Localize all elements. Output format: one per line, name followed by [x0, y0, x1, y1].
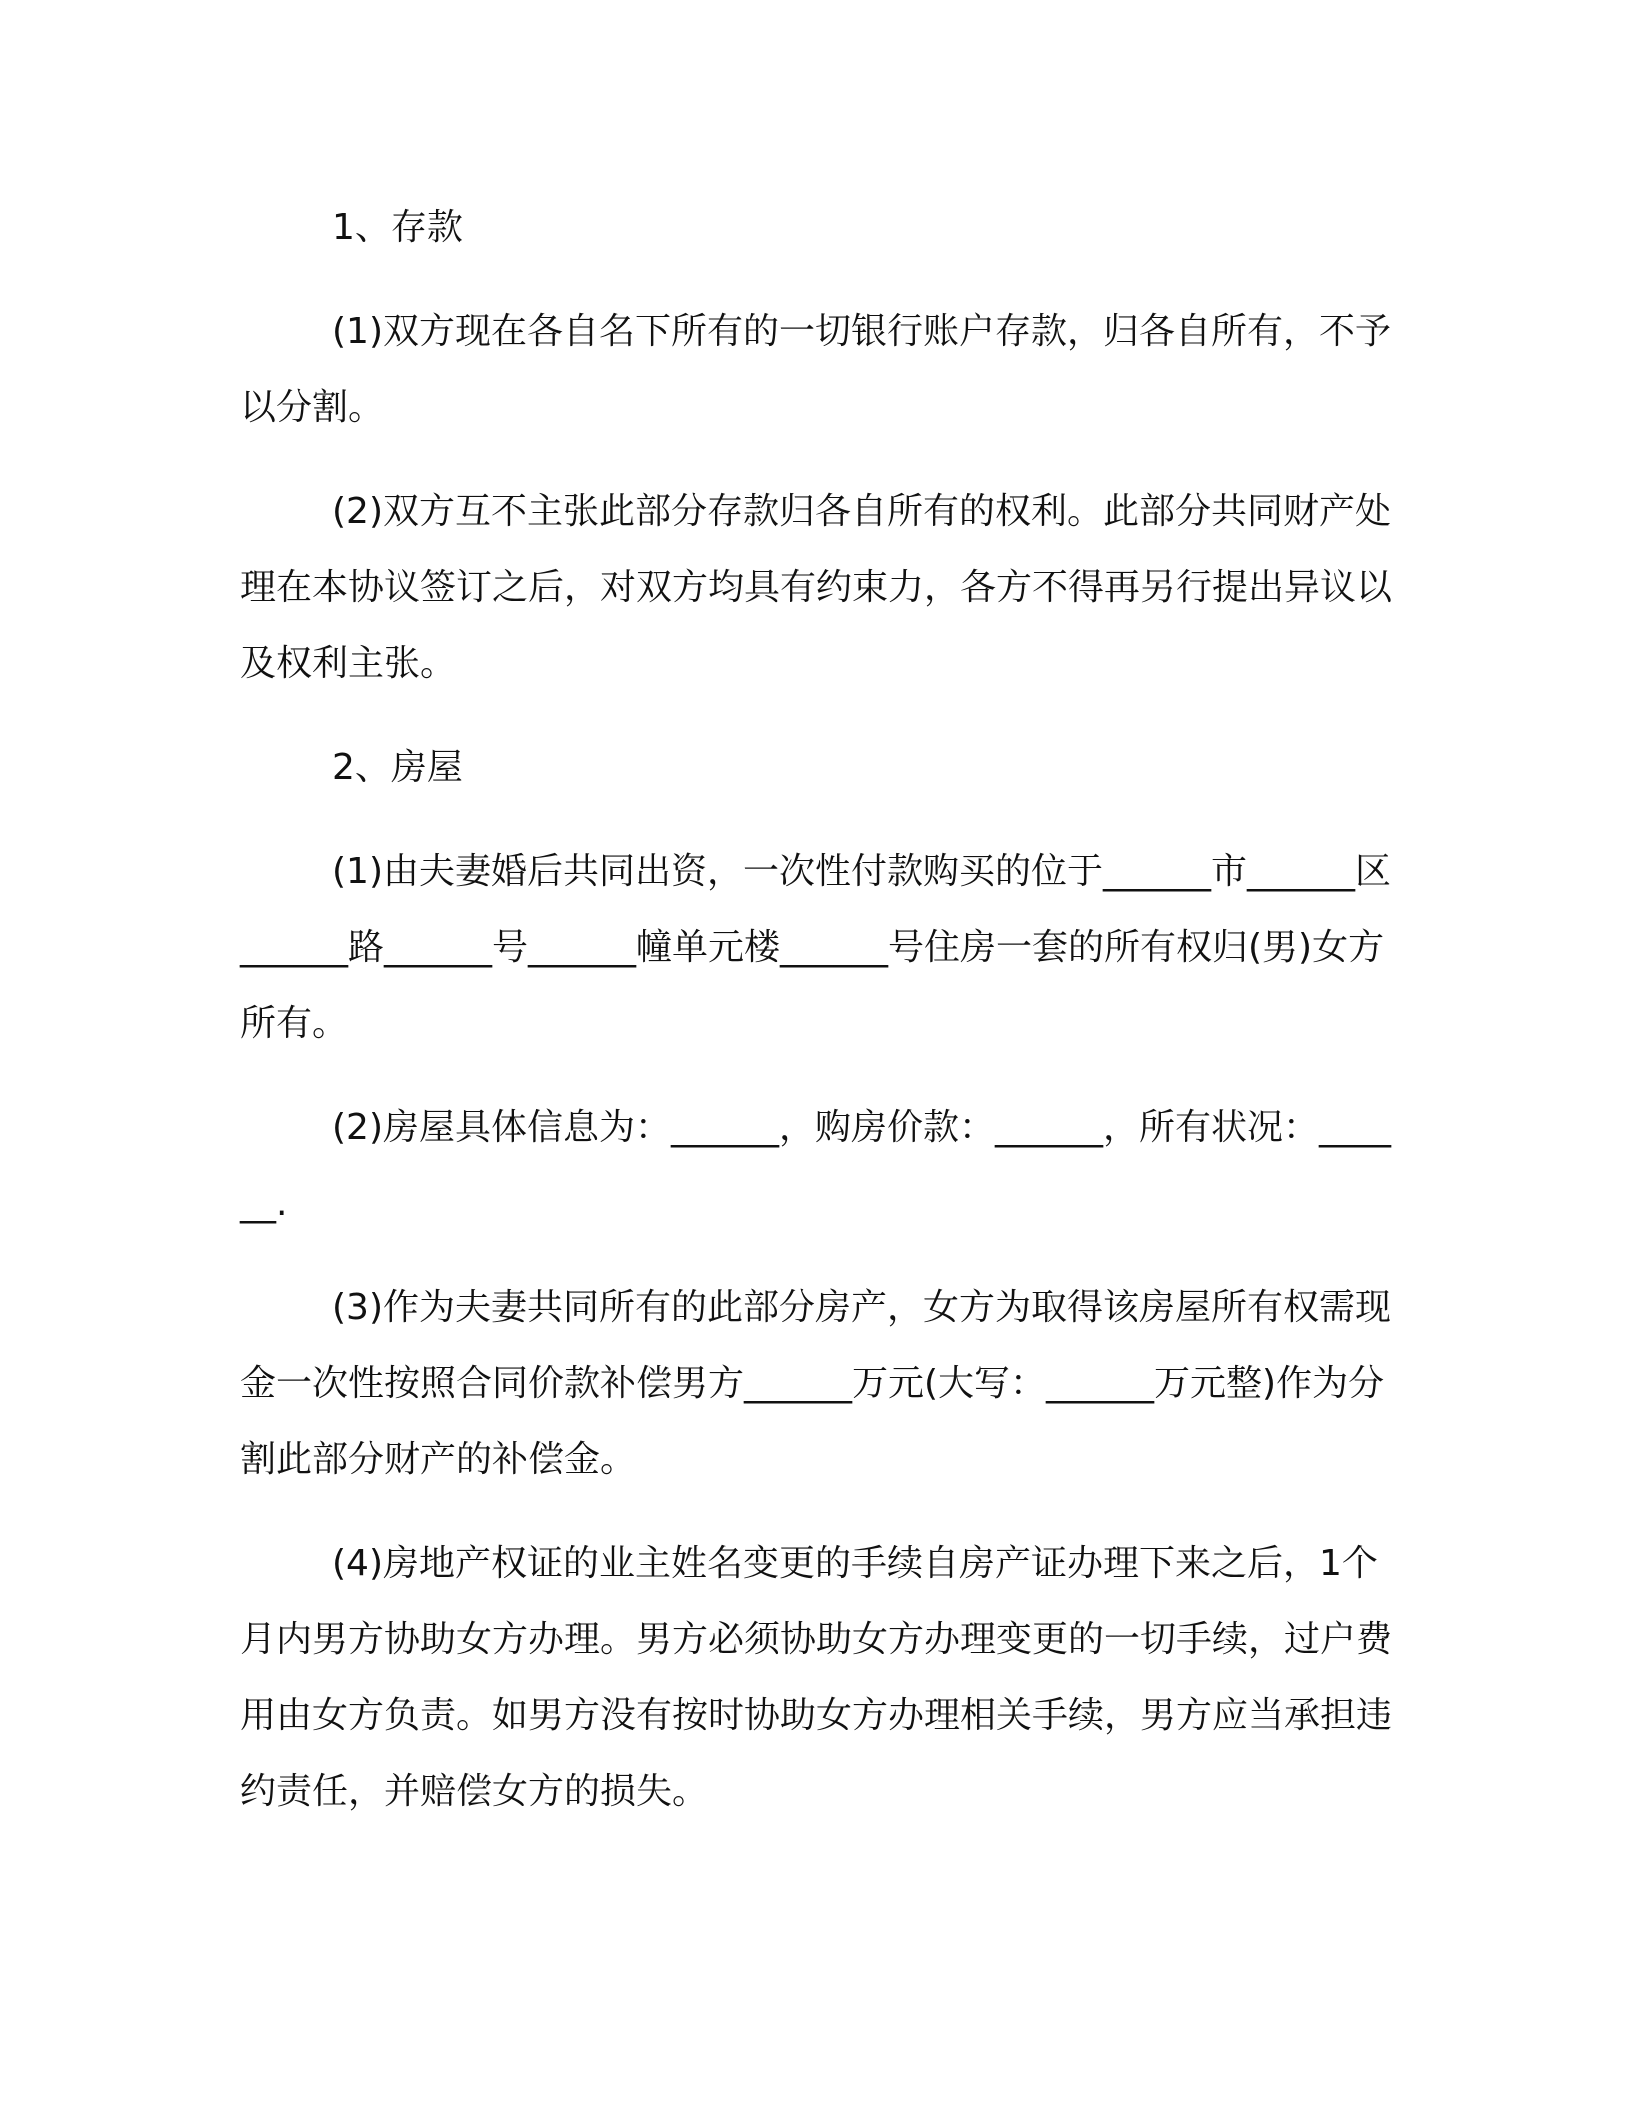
- paragraph-house-2: (2)房屋具体信息为：______，购房价款：______，所有状况：______.: [240, 1107, 1391, 1224]
- paragraph-house-4: (4)房地产权证的业主姓名变更的手续自房产证办理下来之后，1个月内男方协助女方办理。男方必须协助女方办理变更的一切手续，过户费用由女方负责。如男方没有按时协助女方办理相关手续，男方应当承担违约责任，并赔偿女方的损失。: [240, 1543, 1393, 1812]
- paragraph-house-3: (3)作为夫妻共同所有的此部分房产，女方为取得该房屋所有权需现金一次性按照合同价款补偿男方______万元(大写：______万元整)作为分割此部分财产的补偿金。: [240, 1287, 1391, 1480]
- paragraph-deposits-1: (1)双方现在各自名下所有的一切银行账户存款，归各自所有，不予以分割。: [240, 311, 1391, 428]
- section-heading-house: 2、房屋: [332, 747, 463, 788]
- paragraph-house-1: (1)由夫妻婚后共同出资，一次性付款购买的位于______市______区______路______号______幢单元楼______号住房一套的所有权归(男)女方所有。: [240, 851, 1391, 1044]
- document-body: [240, 190, 1400, 1858]
- section-heading-deposits: 1、存款: [332, 207, 463, 248]
- paragraph-deposits-2: (2)双方互不主张此部分存款归各自所有的权利。此部分共同财产处理在本协议签订之后，对双方均具有约束力，各方不得再另行提出异议以及权利主张。: [240, 491, 1393, 684]
